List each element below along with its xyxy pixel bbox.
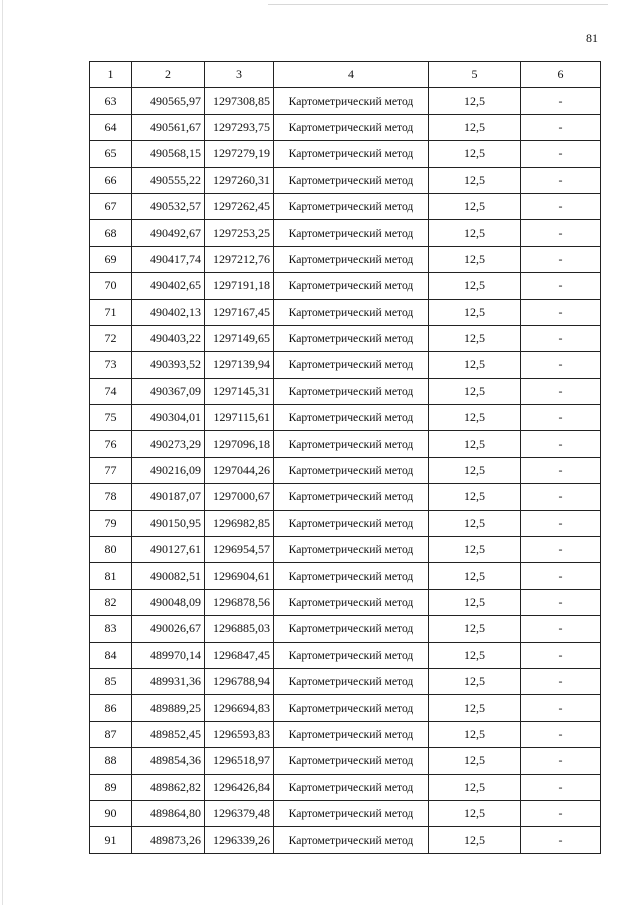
y-coordinate-cell: 1296426,84 — [205, 774, 274, 800]
note-cell: - — [521, 141, 601, 167]
y-coordinate-cell: 1297253,25 — [205, 220, 274, 246]
point-number-cell: 81 — [90, 563, 132, 589]
table-row — [90, 563, 601, 589]
table-row — [90, 273, 601, 299]
point-number-cell: 85 — [90, 668, 132, 694]
point-number-cell: 82 — [90, 589, 132, 615]
accuracy-cell: 12,5 — [429, 141, 521, 167]
point-number-cell: 71 — [90, 299, 132, 325]
x-coordinate-cell: 489889,25 — [132, 695, 205, 721]
point-number-cell: 65 — [90, 141, 132, 167]
note-cell: - — [521, 352, 601, 378]
method-cell: Картометрический метод — [274, 167, 429, 193]
x-coordinate-cell: 490402,65 — [132, 273, 205, 299]
header-cell: 1 — [90, 62, 132, 88]
method-cell: Картометрический метод — [274, 537, 429, 563]
note-cell: - — [521, 457, 601, 483]
x-coordinate-cell: 490026,67 — [132, 616, 205, 642]
y-coordinate-cell: 1296847,45 — [205, 642, 274, 668]
accuracy-cell: 12,5 — [429, 827, 521, 853]
method-cell: Картометрический метод — [274, 589, 429, 615]
header-cell: 6 — [521, 62, 601, 88]
note-cell: - — [521, 537, 601, 563]
point-number-cell: 80 — [90, 537, 132, 563]
accuracy-cell: 12,5 — [429, 193, 521, 219]
table-row — [90, 325, 601, 351]
y-coordinate-cell: 1297149,65 — [205, 325, 274, 351]
scan-top-line — [268, 4, 608, 5]
method-cell: Картометрический метод — [274, 616, 429, 642]
table-row — [90, 800, 601, 826]
y-coordinate-cell: 1296379,48 — [205, 800, 274, 826]
table-row — [90, 352, 601, 378]
accuracy-cell: 12,5 — [429, 457, 521, 483]
accuracy-cell: 12,5 — [429, 748, 521, 774]
coordinates-table — [89, 61, 601, 854]
x-coordinate-cell: 490417,74 — [132, 246, 205, 272]
note-cell: - — [521, 325, 601, 351]
accuracy-cell: 12,5 — [429, 642, 521, 668]
method-cell: Картометрический метод — [274, 193, 429, 219]
method-cell: Картометрический метод — [274, 246, 429, 272]
accuracy-cell: 12,5 — [429, 299, 521, 325]
x-coordinate-cell: 490561,67 — [132, 114, 205, 140]
method-cell: Картометрический метод — [274, 827, 429, 853]
y-coordinate-cell: 1296982,85 — [205, 510, 274, 536]
point-number-cell: 86 — [90, 695, 132, 721]
x-coordinate-cell: 490402,13 — [132, 299, 205, 325]
table-row — [90, 642, 601, 668]
y-coordinate-cell: 1296694,83 — [205, 695, 274, 721]
method-cell: Картометрический метод — [274, 721, 429, 747]
header-cell: 5 — [429, 62, 521, 88]
table-body — [90, 88, 601, 853]
y-coordinate-cell: 1297293,75 — [205, 114, 274, 140]
method-cell: Картометрический метод — [274, 299, 429, 325]
x-coordinate-cell: 490403,22 — [132, 325, 205, 351]
y-coordinate-cell: 1297262,45 — [205, 193, 274, 219]
y-coordinate-cell: 1297167,45 — [205, 299, 274, 325]
x-coordinate-cell: 489862,82 — [132, 774, 205, 800]
table-row — [90, 141, 601, 167]
y-coordinate-cell: 1297096,18 — [205, 431, 274, 457]
header-cell: 2 — [132, 62, 205, 88]
note-cell: - — [521, 220, 601, 246]
x-coordinate-cell: 490216,09 — [132, 457, 205, 483]
y-coordinate-cell: 1297145,31 — [205, 378, 274, 404]
method-cell: Картометрический метод — [274, 378, 429, 404]
point-number-cell: 63 — [90, 88, 132, 114]
accuracy-cell: 12,5 — [429, 352, 521, 378]
point-number-cell: 67 — [90, 193, 132, 219]
note-cell: - — [521, 589, 601, 615]
y-coordinate-cell: 1297044,26 — [205, 457, 274, 483]
method-cell: Картометрический метод — [274, 405, 429, 431]
x-coordinate-cell: 489970,14 — [132, 642, 205, 668]
y-coordinate-cell: 1296954,57 — [205, 537, 274, 563]
x-coordinate-cell: 490532,57 — [132, 193, 205, 219]
method-cell: Картометрический метод — [274, 668, 429, 694]
note-cell: - — [521, 721, 601, 747]
table-row — [90, 748, 601, 774]
accuracy-cell: 12,5 — [429, 405, 521, 431]
y-coordinate-cell: 1297191,18 — [205, 273, 274, 299]
point-number-cell: 70 — [90, 273, 132, 299]
point-number-cell: 90 — [90, 800, 132, 826]
accuracy-cell: 12,5 — [429, 589, 521, 615]
accuracy-cell: 12,5 — [429, 774, 521, 800]
table-row — [90, 484, 601, 510]
x-coordinate-cell: 490492,67 — [132, 220, 205, 246]
method-cell: Картометрический метод — [274, 352, 429, 378]
page-number: 81 — [586, 31, 598, 45]
point-number-cell: 66 — [90, 167, 132, 193]
table-row — [90, 668, 601, 694]
method-cell: Картометрический метод — [274, 431, 429, 457]
note-cell: - — [521, 642, 601, 668]
x-coordinate-cell: 490393,52 — [132, 352, 205, 378]
table-row — [90, 431, 601, 457]
y-coordinate-cell: 1297139,94 — [205, 352, 274, 378]
y-coordinate-cell: 1297115,61 — [205, 405, 274, 431]
accuracy-cell: 12,5 — [429, 378, 521, 404]
method-cell: Картометрический метод — [274, 510, 429, 536]
accuracy-cell: 12,5 — [429, 510, 521, 536]
x-coordinate-cell: 490150,95 — [132, 510, 205, 536]
table-row — [90, 537, 601, 563]
point-number-cell: 68 — [90, 220, 132, 246]
table-row — [90, 220, 601, 246]
x-coordinate-cell: 490127,61 — [132, 537, 205, 563]
method-cell: Картометрический метод — [274, 88, 429, 114]
method-cell: Картометрический метод — [274, 748, 429, 774]
y-coordinate-cell: 1297260,31 — [205, 167, 274, 193]
y-coordinate-cell: 1297279,19 — [205, 141, 274, 167]
y-coordinate-cell: 1296788,94 — [205, 668, 274, 694]
y-coordinate-cell: 1296593,83 — [205, 721, 274, 747]
method-cell: Картометрический метод — [274, 642, 429, 668]
method-cell: Картометрический метод — [274, 563, 429, 589]
y-coordinate-cell: 1296518,97 — [205, 748, 274, 774]
note-cell: - — [521, 510, 601, 536]
x-coordinate-cell: 490187,07 — [132, 484, 205, 510]
x-coordinate-cell: 490048,09 — [132, 589, 205, 615]
method-cell: Картометрический метод — [274, 220, 429, 246]
point-number-cell: 83 — [90, 616, 132, 642]
y-coordinate-cell: 1296339,26 — [205, 827, 274, 853]
scan-left-edge — [2, 0, 3, 905]
note-cell: - — [521, 167, 601, 193]
method-cell: Картометрический метод — [274, 457, 429, 483]
note-cell: - — [521, 405, 601, 431]
method-cell: Картометрический метод — [274, 114, 429, 140]
table-row — [90, 616, 601, 642]
table-row — [90, 299, 601, 325]
note-cell: - — [521, 114, 601, 140]
table-row — [90, 510, 601, 536]
y-coordinate-cell: 1296885,03 — [205, 616, 274, 642]
table-row — [90, 378, 601, 404]
accuracy-cell: 12,5 — [429, 563, 521, 589]
x-coordinate-cell: 490565,97 — [132, 88, 205, 114]
accuracy-cell: 12,5 — [429, 537, 521, 563]
note-cell: - — [521, 431, 601, 457]
note-cell: - — [521, 800, 601, 826]
note-cell: - — [521, 774, 601, 800]
x-coordinate-cell: 490367,09 — [132, 378, 205, 404]
accuracy-cell: 12,5 — [429, 800, 521, 826]
accuracy-cell: 12,5 — [429, 616, 521, 642]
y-coordinate-cell: 1297000,67 — [205, 484, 274, 510]
method-cell: Картометрический метод — [274, 800, 429, 826]
x-coordinate-cell: 489931,36 — [132, 668, 205, 694]
note-cell: - — [521, 273, 601, 299]
x-coordinate-cell: 489854,36 — [132, 748, 205, 774]
table-row — [90, 774, 601, 800]
x-coordinate-cell: 489864,80 — [132, 800, 205, 826]
header-cell: 4 — [274, 62, 429, 88]
point-number-cell: 75 — [90, 405, 132, 431]
accuracy-cell: 12,5 — [429, 325, 521, 351]
note-cell: - — [521, 748, 601, 774]
accuracy-cell: 12,5 — [429, 695, 521, 721]
point-number-cell: 88 — [90, 748, 132, 774]
method-cell: Картометрический метод — [274, 141, 429, 167]
point-number-cell: 87 — [90, 721, 132, 747]
point-number-cell: 84 — [90, 642, 132, 668]
note-cell: - — [521, 827, 601, 853]
y-coordinate-cell: 1297212,76 — [205, 246, 274, 272]
y-coordinate-cell: 1296904,61 — [205, 563, 274, 589]
accuracy-cell: 12,5 — [429, 668, 521, 694]
x-coordinate-cell: 490568,15 — [132, 141, 205, 167]
note-cell: - — [521, 563, 601, 589]
method-cell: Картометрический метод — [274, 325, 429, 351]
header-cell: 3 — [205, 62, 274, 88]
point-number-cell: 72 — [90, 325, 132, 351]
point-number-cell: 89 — [90, 774, 132, 800]
point-number-cell: 91 — [90, 827, 132, 853]
table-row — [90, 167, 601, 193]
table-row — [90, 695, 601, 721]
point-number-cell: 74 — [90, 378, 132, 404]
accuracy-cell: 12,5 — [429, 431, 521, 457]
y-coordinate-cell: 1296878,56 — [205, 589, 274, 615]
accuracy-cell: 12,5 — [429, 114, 521, 140]
accuracy-cell: 12,5 — [429, 721, 521, 747]
note-cell: - — [521, 88, 601, 114]
table-row — [90, 114, 601, 140]
accuracy-cell: 12,5 — [429, 220, 521, 246]
method-cell: Картометрический метод — [274, 484, 429, 510]
x-coordinate-cell: 489873,26 — [132, 827, 205, 853]
table-row — [90, 246, 601, 272]
y-coordinate-cell: 1297308,85 — [205, 88, 274, 114]
note-cell: - — [521, 246, 601, 272]
note-cell: - — [521, 668, 601, 694]
x-coordinate-cell: 490082,51 — [132, 563, 205, 589]
point-number-cell: 64 — [90, 114, 132, 140]
accuracy-cell: 12,5 — [429, 167, 521, 193]
table-row — [90, 457, 601, 483]
point-number-cell: 77 — [90, 457, 132, 483]
header-row — [90, 62, 601, 88]
x-coordinate-cell: 490304,01 — [132, 405, 205, 431]
table-row — [90, 827, 601, 853]
point-number-cell: 69 — [90, 246, 132, 272]
note-cell: - — [521, 695, 601, 721]
method-cell: Картометрический метод — [274, 774, 429, 800]
x-coordinate-cell: 490273,29 — [132, 431, 205, 457]
table-row — [90, 193, 601, 219]
table-row — [90, 589, 601, 615]
accuracy-cell: 12,5 — [429, 88, 521, 114]
method-cell: Картометрический метод — [274, 273, 429, 299]
note-cell: - — [521, 193, 601, 219]
method-cell: Картометрический метод — [274, 695, 429, 721]
point-number-cell: 76 — [90, 431, 132, 457]
point-number-cell: 78 — [90, 484, 132, 510]
accuracy-cell: 12,5 — [429, 273, 521, 299]
x-coordinate-cell: 489852,45 — [132, 721, 205, 747]
accuracy-cell: 12,5 — [429, 246, 521, 272]
note-cell: - — [521, 484, 601, 510]
point-number-cell: 73 — [90, 352, 132, 378]
note-cell: - — [521, 616, 601, 642]
point-number-cell: 79 — [90, 510, 132, 536]
x-coordinate-cell: 490555,22 — [132, 167, 205, 193]
accuracy-cell: 12,5 — [429, 484, 521, 510]
note-cell: - — [521, 378, 601, 404]
table-row — [90, 88, 601, 114]
table-row — [90, 405, 601, 431]
table-row — [90, 721, 601, 747]
note-cell: - — [521, 299, 601, 325]
